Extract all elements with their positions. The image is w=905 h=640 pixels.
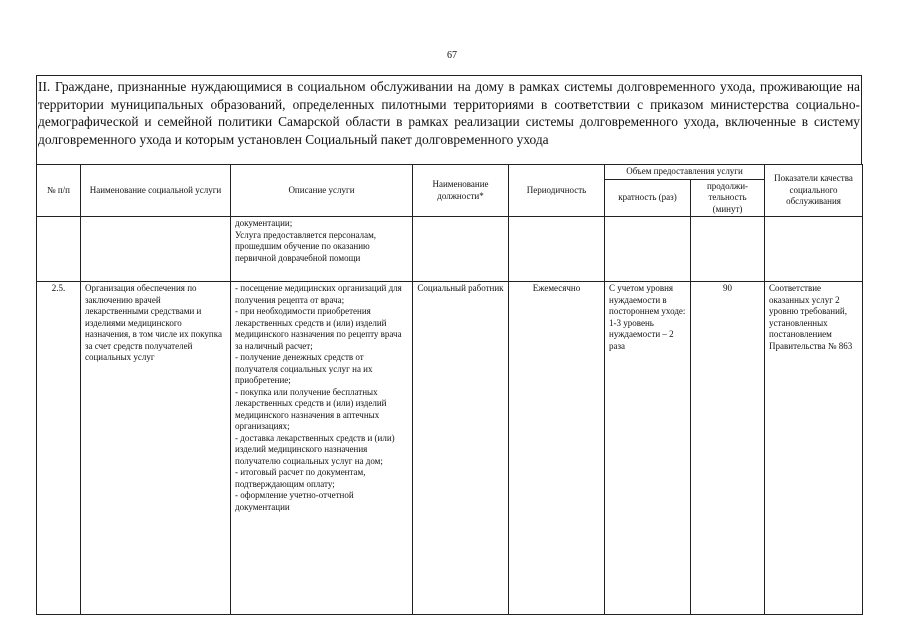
header-quality: Показатели качества социального обслуживания	[765, 165, 863, 217]
page-number: 67	[447, 50, 457, 61]
cell-empty	[691, 217, 765, 282]
header-periodicity: Периодичность	[509, 165, 605, 217]
cell-num: 2.5.	[37, 282, 81, 615]
table-header-row	[37, 165, 863, 180]
cell-name: Организация обеспечения по заключению врачей лекарственными средствами и изделиями медицинского назначения, в том числе их покупка за счет средств получателей социальных услуг	[81, 282, 231, 615]
cell-empty	[765, 217, 863, 282]
header-volume-group: Объем предоставления услуги	[605, 165, 765, 180]
header-name: Наименование социальной услуги	[81, 165, 231, 217]
section-frame-top	[36, 75, 862, 76]
cell-description-continuation: документации; Услуга предоставляется персоналам, прошедшим обучение по оказанию первичной доврачебной помощи	[231, 217, 413, 282]
header-num: № п/п	[37, 165, 81, 217]
header-description: Описание услуги	[231, 165, 413, 217]
cell-position: Социальный работник	[413, 282, 509, 615]
table-row-2-5	[37, 282, 863, 615]
cell-empty	[509, 217, 605, 282]
cell-description: - посещение медицинских организаций для получения рецепта от врача; - при необходимости приобретения лекарственных средств и (или) изделий медицинского назначения по рецепту врача за наличный расчет; - получение денежных средств от получателя социальных услуг на их приобретение; - покупка или получение бесплатных лекарственных средств и (или) изделий медицинского назначения в аптечных организациях; - доставка лекарственных средств и (или) изделий медицинского назначения получателю социальных услуг на дом; - итоговый расчет по документам, подтверждающим оплату; - оформление учетно-отчетной документации	[231, 282, 413, 615]
cell-empty	[37, 217, 81, 282]
header-position: Наименование должности*	[413, 165, 509, 217]
cell-empty	[413, 217, 509, 282]
cell-multiplicity: С учетом уровня нуждаемости в постороннем уходе: 1-3 уровень нуждаемости – 2 раза	[605, 282, 691, 615]
cell-empty	[605, 217, 691, 282]
table-row-continuation	[37, 217, 863, 282]
header-duration: продолжи-тельность (минут)	[691, 179, 765, 217]
services-table	[36, 164, 863, 615]
cell-empty	[81, 217, 231, 282]
section-heading: II. Граждане, признанные нуждающимися в социальном обслуживании на дому в рамках системы долговременного ухода, проживающие на территории муниципальных образований, определенных пилотными территориями в соответствии с приказом министерства социально-демографической и семейной политики Самарской области в рамках реализации системы долговременного ухода, включенные в систему долговременного ухода и которым установлен Социальный пакет долговременного ухода	[38, 79, 860, 147]
section-frame-left	[36, 75, 37, 165]
cell-duration: 90	[691, 282, 765, 615]
cell-periodicity: Ежемесячно	[509, 282, 605, 615]
header-multiplicity: кратность (раз)	[605, 179, 691, 217]
section-frame-right	[861, 75, 862, 165]
cell-quality: Соответствие оказанных услуг 2 уровню требований, установленных постановлением Правительства № 863	[765, 282, 863, 615]
